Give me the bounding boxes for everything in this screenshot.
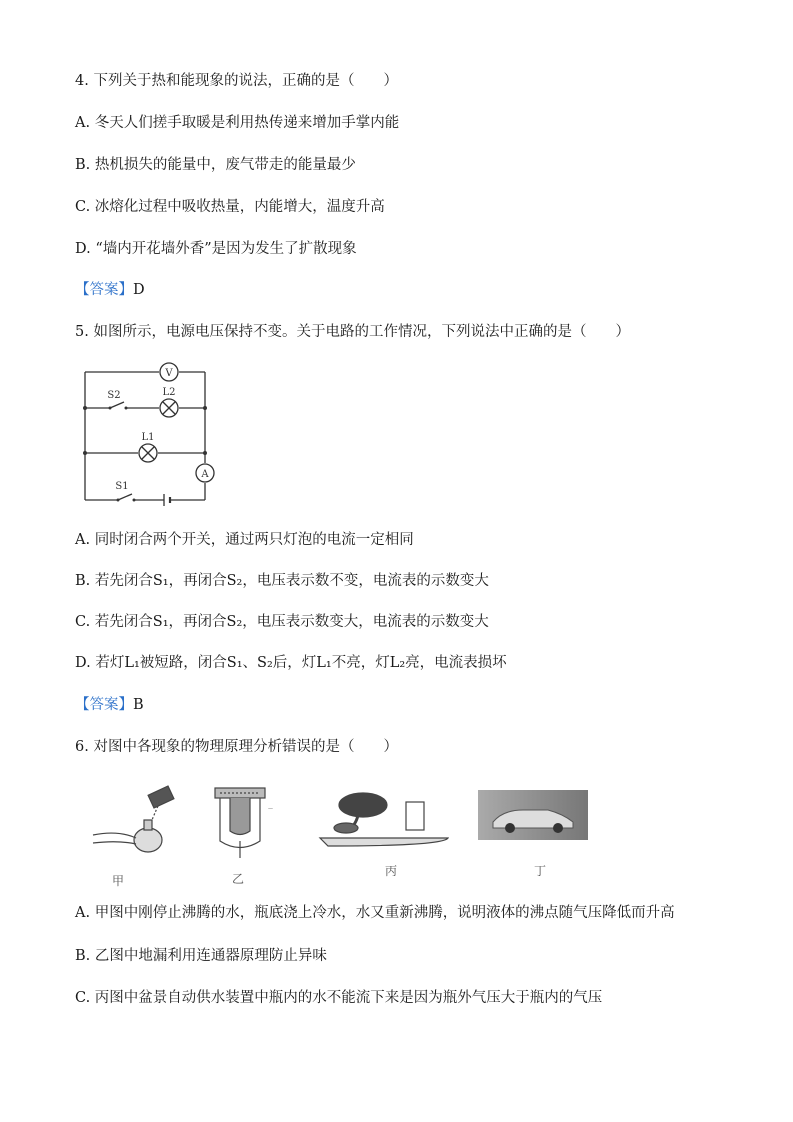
answer-value: D	[133, 282, 145, 298]
q4-option-b: B. 热机损失的能量中，废气带走的能量最少	[75, 157, 356, 173]
q6-option-c: C. 丙图中盆景自动供水装置中瓶内的水不能流下来是因为瓶外气压大于瓶内的气压	[75, 990, 603, 1006]
q5-option-c: C. 若先闭合S₁，再闭合S₂，电压表示数变大，电流表的示数变大	[75, 614, 489, 630]
q5-option-d: D. 若灯L₁被短路，闭合S₁、S₂后，灯L₁不亮，灯L₂亮，电流表损坏	[75, 655, 507, 671]
q6-option-b: B. 乙图中地漏利用连通器原理防止异味	[75, 948, 327, 964]
figure-label-yi: 乙	[232, 872, 245, 886]
figure-jia-boiling-flask	[88, 780, 198, 860]
q4-option-c: C. 冰熔化过程中吸收热量，内能增大，温度升高	[75, 199, 385, 215]
q5-option-b: B. 若先闭合S₁，再闭合S₂，电压表示数不变，电流表的示数变大	[75, 573, 489, 589]
l2-label: L2	[162, 387, 176, 398]
s1-label: S1	[115, 481, 129, 492]
figure-yi-floor-drain	[210, 786, 290, 861]
l1-label: L1	[141, 432, 155, 443]
q5-stem: 5. 如图所示，电源电压保持不变。关于电路的工作情况，下列说法中正确的是（ ）	[75, 324, 630, 340]
figure-bing-bonsai	[318, 790, 453, 850]
q5-option-a: A. 同时闭合两个开关，通过两只灯泡的电流一定相同	[75, 532, 414, 548]
figure-label-ding: 丁	[534, 864, 547, 878]
s2-label: S2	[107, 390, 121, 401]
circuit-diagram	[80, 358, 230, 508]
figure-ding-car	[478, 790, 588, 840]
q4-answer	[75, 280, 145, 300]
ammeter-label: A	[201, 469, 209, 480]
q5-answer	[75, 695, 144, 715]
q4-stem: 4. 下列关于热和能现象的说法，正确的是（ ）	[75, 73, 398, 89]
voltmeter-label: V	[165, 368, 173, 379]
q6-stem: 6. 对图中各现象的物理原理分析错误的是（ ）	[75, 739, 398, 755]
svg-text:—: —	[268, 806, 273, 812]
q6-option-a: A. 甲图中刚停止沸腾的水，瓶底浇上冷水，水又重新沸腾，说明液体的沸点随气压降低而升高	[75, 905, 675, 921]
answer-tag: 【答案】	[75, 282, 133, 298]
answer-tag: 【答案】	[75, 697, 133, 713]
q4-option-d: D. “墙内开花墙外香”是因为发生了扩散现象	[75, 241, 357, 257]
q4-option-a: A. 冬天人们搓手取暖是利用热传递来增加手掌内能	[75, 115, 400, 131]
figure-label-bing: 丙	[385, 864, 398, 878]
answer-value: B	[133, 697, 144, 713]
figure-label-jia: 甲	[112, 874, 125, 888]
